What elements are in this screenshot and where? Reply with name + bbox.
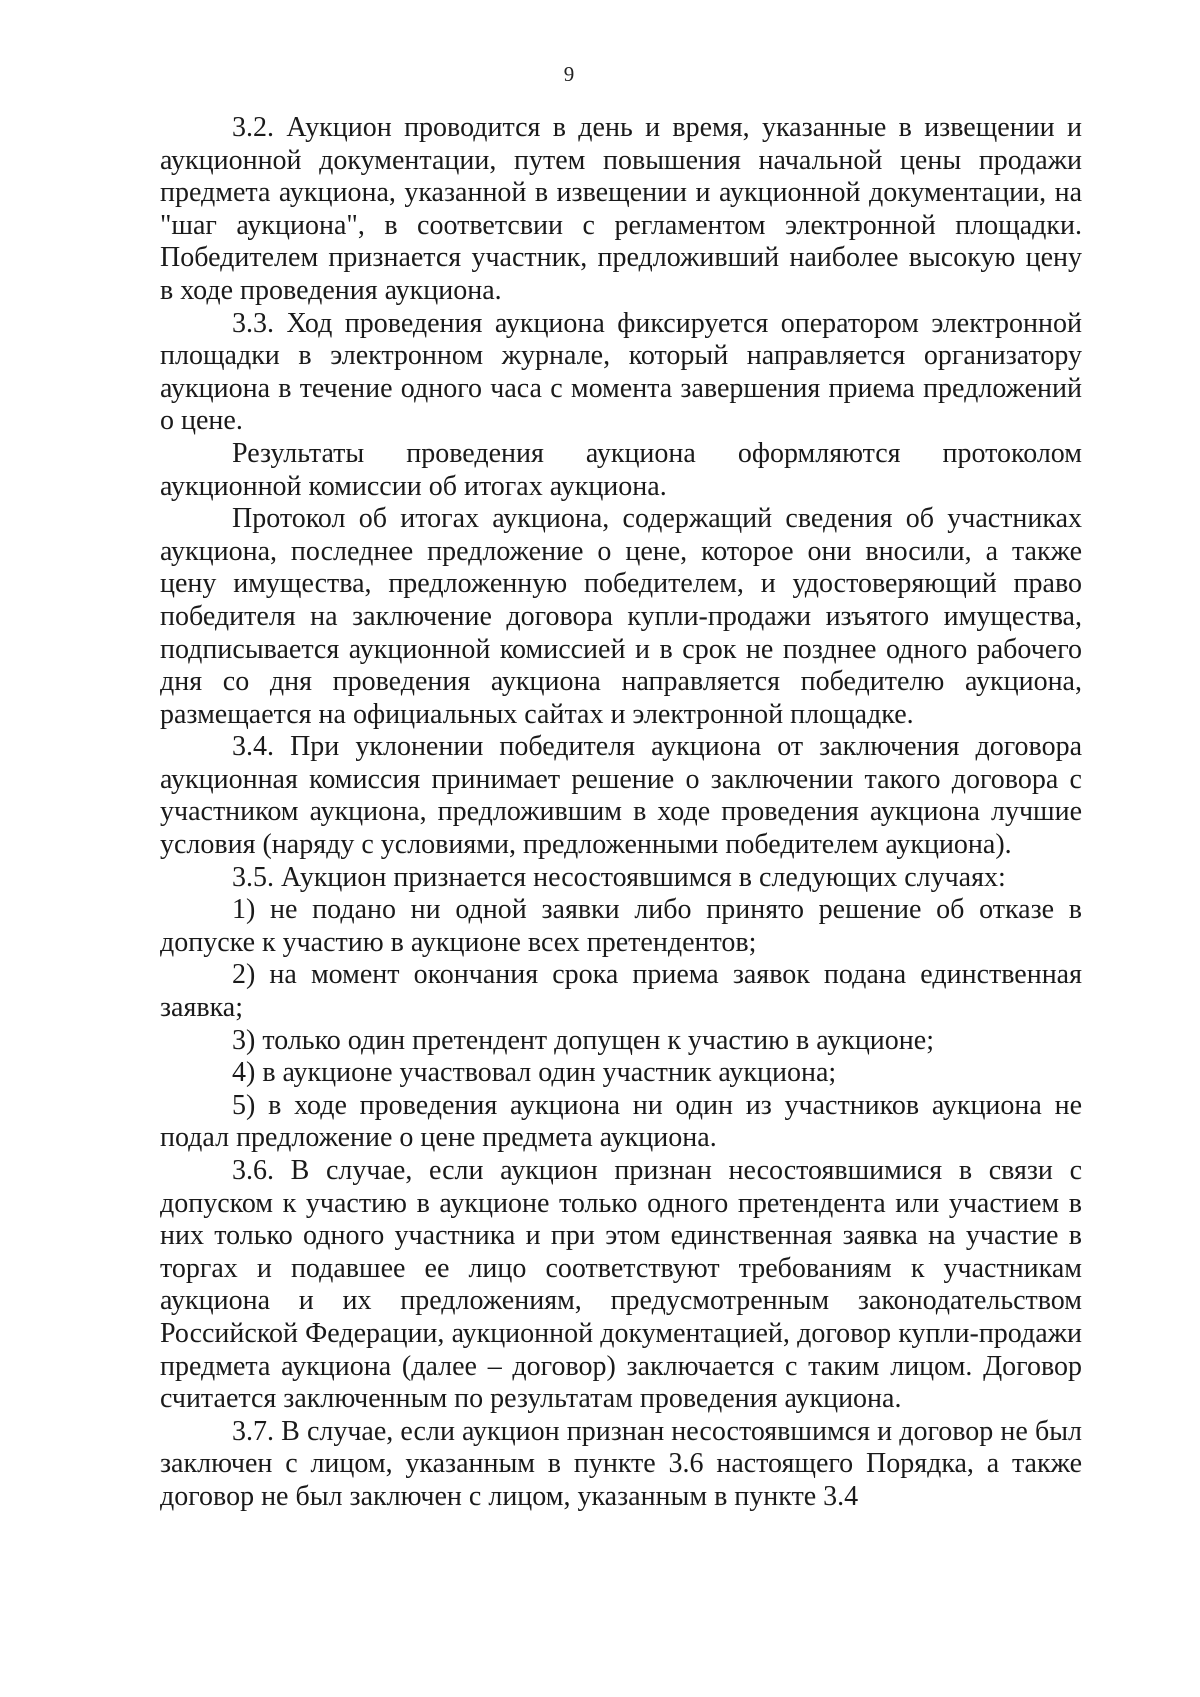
list-item-3: 3) только один претендент допущен к участию в аукционе; [232,1024,934,1056]
paragraph-3-6: 3.6. В случае, если аукцион признан несостоявшимися в связи с допуском к участию в аукционе только одного претендента или участием в них только одного участника и при этом единственная заявка на участие в торгах и подавшее ее лицо соответствуют требованиям к участникам аукциона и их предложениям, предусмотренным законодательством Российской Федерации, аукционной документацией, договор купли-продажи предмета аукциона (далее – договор) заключается с таким лицом. Договор считается заключенным по результатам проведения аукциона. [160,1155,1082,1415]
paragraph-3-5: 3.5. Аукцион признается несостоявшимся в следующих случаях: [232,861,1006,893]
paragraph-3-3: 3.3. Ход проведения аукциона фиксируется оператором электронной площадки в электронном журнале, который направляется организатору аукциона в течение одного часа с момента завершения приема предложений о цене. [160,307,1082,437]
paragraph-3-7: 3.7. В случае, если аукцион признан несостоявшимся и договор не был заключен с лицом, указанным в пункте 3.6 настоящего Порядка, а также договор не был заключен с лицом, указанным в пункте 3.4 [160,1415,1082,1512]
list-item-2: 2) на момент окончания срока приема заявок подана единственная заявка; [160,959,1082,1024]
list-item-1: 1) не подано ни одной заявки либо принято решение об отказе в допуске к участию в аукционе всех претендентов; [160,894,1082,958]
document-body [160,112,1082,1514]
list-item-4: 4) в аукционе участвовал один участник аукциона; [232,1057,837,1089]
paragraph-results: Результаты проведения аукциона оформляются протоколом аукционной комиссии об итогах аукциона. [160,437,1082,502]
page-number: 9 [563,62,575,86]
paragraph-protocol: Протокол об итогах аукциона, содержащий сведения об участниках аукциона, последнее предложение о цене, которое они вносили, а также цену имущества, предложенную победителем, и удостоверяющий право победителя на заключение договора купли-продажи изъятого имущества, подписывается аукционной комиссией и в срок не позднее одного рабочего дня со дня проведения аукциона направляется победителю аукциона, размещается на официальных сайтах и электронной площадке. [160,503,1082,730]
paragraph-3-2: 3.2. Аукцион проводится в день и время, указанные в извещении и аукционной документации, путем повышения начальной цены продажи предмета аукциона, указанной в извещении и аукционной документации, на "шаг аукциона", в соответсвии с регламентом электронной площадки. Победителем признается участник, предложивший наиболее высокую цену в ходе проведения аукциона. [160,112,1082,306]
list-item-5: 5) в ходе проведения аукциона ни один из участников аукциона не подал предложение о цене предмета аукциона. [160,1089,1082,1154]
paragraph-3-4: 3.4. При уклонении победителя аукциона от заключения договора аукционная комиссия принимает решение о заключении такого договора с участником аукциона, предложившим в ходе проведения аукциона лучшие условия (наряду с условиями, предложенными победителем аукциона). [160,731,1082,861]
